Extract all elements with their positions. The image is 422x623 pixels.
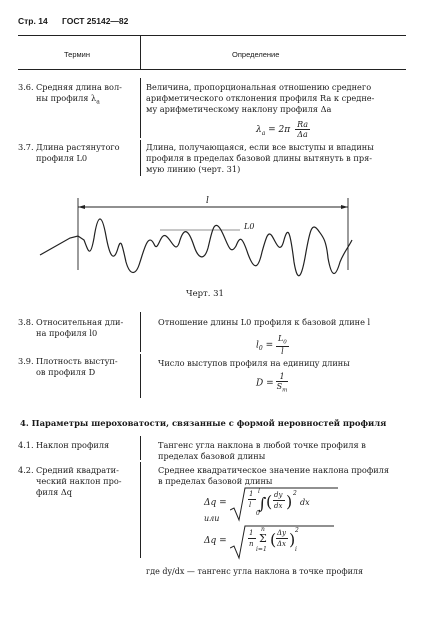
definition-text: Число выступов профиля на единицу длины xyxy=(158,358,350,368)
section-title: 4. Параметры шероховатости, связанные с формой неровностей профиля xyxy=(20,418,387,428)
term-number: 3.7. xyxy=(18,142,34,152)
doc-code: ГОСТ 25142—82 xyxy=(62,16,129,26)
column-header-definition: Определение xyxy=(232,50,280,59)
term-text: Средняя длина вол- ны профиля $\lambda_a$ xyxy=(36,82,122,106)
term-text: Средний квадрати- ческий наклон про- филя Δq xyxy=(36,465,122,497)
page-number: Стр. 14 xyxy=(18,16,48,26)
column-divider xyxy=(140,436,141,460)
term-text: Наклон профиля xyxy=(36,440,110,450)
formula: $\lambda_a = 2\pi$ $\frac{Ra}{\Delta a}$ xyxy=(256,120,309,139)
column-divider xyxy=(140,462,141,558)
term-text: Длина растянутого профиля L0 xyxy=(36,142,120,163)
definition-text: Отношение длины L0 профиля к базовой длине l xyxy=(158,317,371,327)
footnote: где dy/dx — тангенс угла наклона в точке профиля xyxy=(146,567,364,576)
definition-text: Длина, получающаяся, если все выступы и впадины профиля в пределах базовой длины вытянуть в пря- мую линию (черт. 31) xyxy=(146,142,374,174)
column-divider xyxy=(140,312,141,352)
base-length-label: l xyxy=(206,196,209,206)
formula: D = $\frac{1}{S_m}$ xyxy=(256,372,288,394)
or-word: или xyxy=(204,514,220,523)
column-divider xyxy=(140,354,141,398)
stretched-length-label: L0 xyxy=(244,222,255,231)
figure-caption: Черт. 31 xyxy=(186,289,224,299)
term-text: Относительная дли- на профиля l0 xyxy=(36,317,124,338)
term-number: 3.9. xyxy=(18,356,34,366)
definition-text: Тангенс угла наклона в любой точке профиля в пределах базовой длины xyxy=(158,440,366,461)
term-text: Плотность выступ- ов профиля D xyxy=(36,356,118,377)
column-header-term: Термин xyxy=(64,50,90,59)
definition-text: Среднее квадратическое значение наклона профиля в пределах базовой длины xyxy=(158,465,390,486)
term-number: 3.8. xyxy=(18,317,34,327)
formula: $l_0$ = $\frac{L_0}{l}$ xyxy=(256,334,287,356)
term-number: 4.1. xyxy=(18,440,34,450)
term-number: 3.6. xyxy=(18,82,34,92)
term-number: 4.2. xyxy=(18,465,34,475)
definition-text: Величина, пропорциональная отношению среднего арифметического отклонения профиля Ra к средне- му арифметическому наклону профиля Δa xyxy=(146,82,375,114)
